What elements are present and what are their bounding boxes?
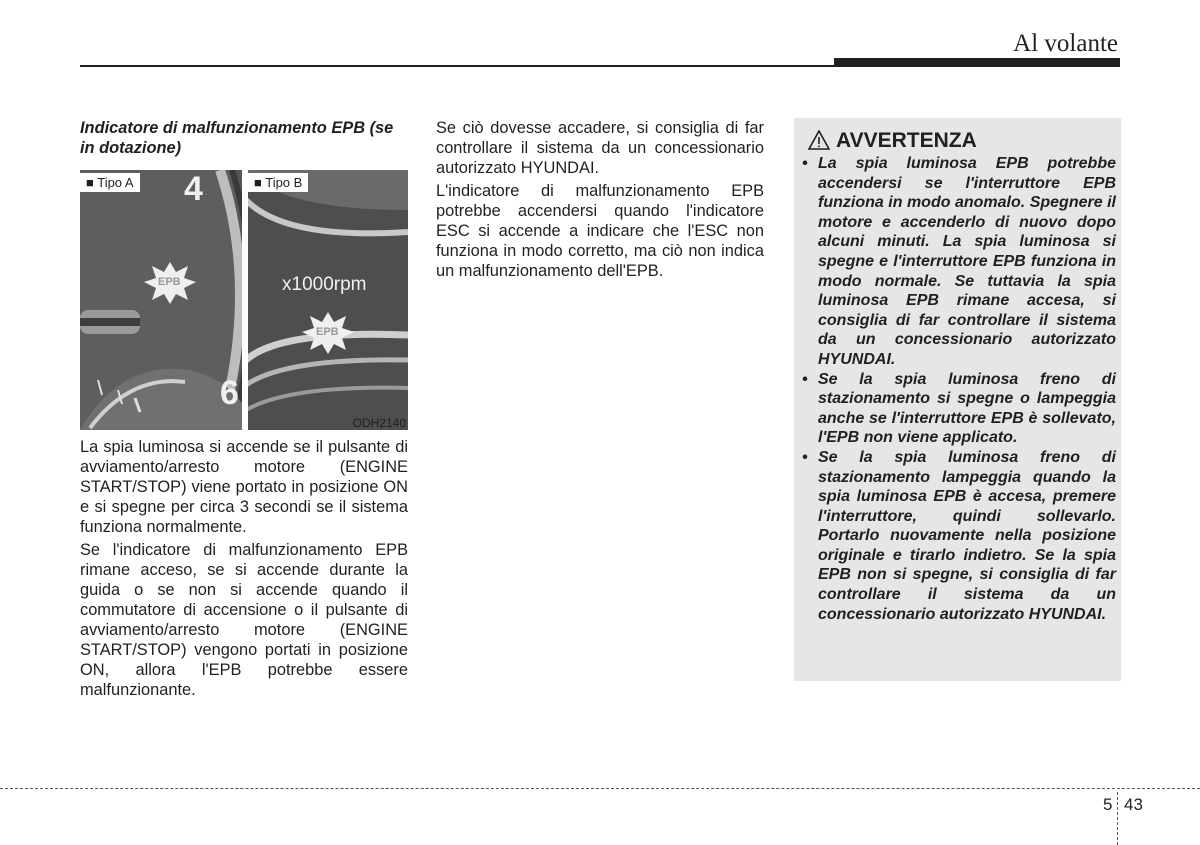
footer-separator [1117,792,1118,845]
gauge-number-bottom: 6 [220,374,239,412]
warning-heading [808,128,977,157]
figure-code: ODH2140 [352,416,406,430]
middle-column-body [436,118,764,284]
section-subheading: Indicatore di malfunzionamento EPB (se in dotazione) [80,119,394,157]
paragraph: L'indicatore di malfunzionamento EPB potrebbe accendersi quando l'indicatore ESC si accende a indicare che l'ESC non funziona in modo corretto, ma ciò non indica un malfunzionamento dell'EPB. [436,182,764,280]
epb-badge-a: EPB [158,276,181,288]
page-number: 43 [1124,795,1143,814]
warning-title: AVVERTENZA [836,129,977,152]
gauge-illustration [80,170,408,430]
paragraph: La spia luminosa si accende se il pulsante di avviamento/arresto motore (ENGINE START/STOP) viene portato in posizione ON e si spegne per circa 3 secondi se il sistema funziona normalmente. [80,438,408,536]
dashboard-figure [80,170,408,430]
chapter-number: 5 [1103,795,1113,814]
paragraph: Se ciò dovesse accadere, si consiglia di far controllare il sistema da un concessionario autorizzato HYUNDAI. [436,119,764,177]
warning-box [794,118,1121,681]
footer-divider [0,788,1200,789]
epb-badge-b: EPB [316,326,339,338]
left-column-body [80,437,408,703]
warning-item: • Se la spia luminosa freno di stazionamento si spegne o lampeggia anche se l'interruttore EPB è sollevato, l'EPB non viene applicato. [802,370,1116,447]
paragraph: Se l'indicatore di malfunzionamento EPB rimane acceso, se si accende durante la guida o se non si accende quando il commutatore di accensione o il pulsante di avviamento/arresto motore (ENGINE START/STOP) vengono portati in posizione ON, allora l'EPB potrebbe essere malfunzionante. [80,541,408,699]
warning-item: • La spia luminosa EPB potrebbe accendersi se l'interruttore EPB funziona in modo anomalo. Spegnere il motore e accenderlo di nuovo dopo alcuni minuti. La spia luminosa si spegne e l'interruttore EPB funziona in modo normale. Se tuttavia la spia luminosa EPB rimane accesa, si consiglia di far controllare il sistema da un concessionario autorizzato HYUNDAI. [802,155,1116,368]
header-rule-accent [834,58,1120,66]
figure-label-type-a: ■ Tipo A [80,173,140,192]
rpm-label: x1000rpm [282,274,367,295]
warning-triangle-icon [808,130,830,157]
page-section-title: Al volante [1013,30,1118,57]
gauge-number-top: 4 [184,170,203,208]
warning-list [800,154,1116,624]
warning-item: • Se la spia luminosa freno di stazionamento lampeggia quando la spia luminosa EPB è accesa, premere l'interruttore, quindi sollevarlo. Portarlo nuovamente nella posizione originale e tirarlo indietro. Se la spia EPB non si spegne, si consiglia di far controllare il sistema da un concessionario autorizzato HYUNDAI. [802,448,1116,623]
figure-label-type-b: ■ Tipo B [248,173,308,192]
